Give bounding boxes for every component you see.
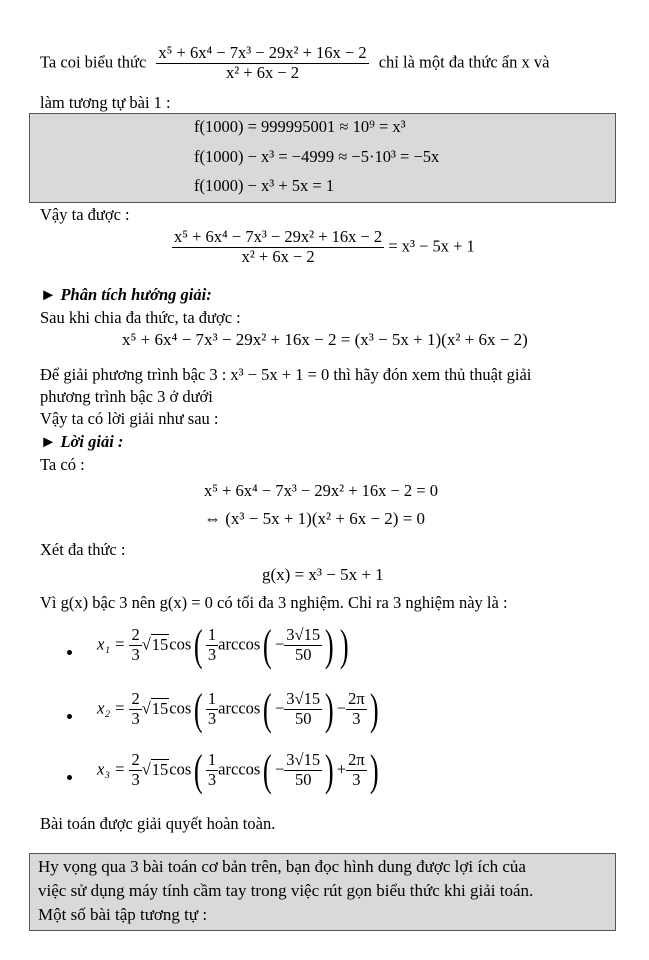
root-1-coef-num: 2 [131, 625, 140, 645]
result-rhs: = x³ − 5x + 1 [388, 236, 475, 256]
root-2-rparen2: ) [325, 685, 334, 734]
solution-eq-1: x⁵ + 6x⁴ − 7x³ − 29x² + 16x − 2 = 0 [204, 481, 438, 500]
intro-frac-den: x² + 6x − 2 [225, 62, 300, 82]
root-3-lparen2: ( [263, 746, 273, 795]
root-1-third-num: 1 [207, 625, 217, 645]
root-2-inner-num: 3√15 [286, 689, 321, 709]
root-1-arccos: arccos [218, 634, 261, 654]
root-1-inner [284, 626, 322, 665]
root-3-tail-sign: + [336, 759, 347, 779]
root-1-lparen2: ( [263, 621, 273, 670]
analysis-line2-post: thì hãy đón xem thủ thuật giải [333, 365, 532, 384]
root-3: x₃ = $\frac{2}{3}$ √15cos( $\frac{1}{3}$ arccos( − $\frac{3√15}{50}$ ) + $\frac{2\pi}{3}$ ) [97, 746, 379, 795]
footer-line-3: Một số bài tập tương tự : [38, 905, 208, 924]
result-lead: Vậy ta được : [40, 205, 130, 224]
calc-line-2: f(1000) − x³ = −4999 ≈ −5·10³ = −5x [194, 147, 440, 166]
solution-heading-text: Lời giải : [60, 432, 124, 451]
analysis-line-3: phương trình bậc 3 ở dưới [40, 387, 213, 406]
root-2-tail-num: 2π [348, 689, 365, 709]
root-1-var: x₁ = [97, 634, 126, 654]
root-2-sqrt: 15 [151, 698, 169, 718]
root-2-coef [129, 690, 141, 729]
analysis-line-4: Vậy ta có lời giải như sau : [40, 409, 219, 428]
root-2-tail [346, 690, 367, 729]
intro-frac-num: x⁵ + 6x⁴ − 7x³ − 29x² + 16x − 2 [158, 43, 367, 62]
root-2-inner [284, 690, 322, 729]
solution-line-1: Ta có : [40, 455, 85, 474]
solution-line-2: Xét đa thức : [40, 540, 126, 559]
root-1-cos: cos [169, 634, 192, 654]
intro-fraction [156, 44, 368, 83]
root-2-coef-den: 3 [131, 709, 140, 729]
root-3-rparen: ) [369, 746, 379, 795]
root-3-third-den: 3 [207, 770, 217, 790]
root-3-tail-num: 2π [348, 750, 365, 770]
root-1-rparen: ) [339, 621, 349, 670]
root-1-lparen: ( [194, 621, 203, 670]
analysis-equation: x⁵ + 6x⁴ − 7x³ − 29x² + 16x − 2 = (x³ − 5x + 1)(x² + 6x − 2) [122, 330, 528, 349]
analysis-line-1: Sau khi chia đa thức, ta được : [40, 308, 241, 327]
root-1-coef [129, 626, 141, 665]
root-3-cos: cos [169, 759, 192, 779]
analysis-heading-text: Phân tích hướng giải: [60, 285, 212, 304]
conclusion: Bài toán được giải quyết hoàn toàn. [40, 814, 276, 833]
root-3-coef-num: 2 [131, 750, 140, 770]
root-1-coef-den: 3 [131, 645, 140, 665]
solution-eq-2: ⇔ (x³ − 5x + 1)(x² + 6x − 2) = 0 [204, 509, 426, 528]
result-frac-num: x⁵ + 6x⁴ − 7x³ − 29x² + 16x − 2 [174, 227, 383, 246]
root-3-arccos: arccos [218, 759, 261, 779]
intro-line [40, 44, 549, 83]
intro-before: Ta coi biểu thức [40, 52, 147, 72]
root-3-var: x₃ = [97, 759, 126, 779]
root-2: x₂ = $\frac{2}{3}$ √15cos( $\frac{1}{3}$ arccos( − $\frac{3√15}{50}$ ) − $\frac{2\pi}{3}$ ) [97, 685, 379, 734]
root-1-bullet [67, 650, 72, 655]
result-fraction [172, 228, 384, 267]
analysis-heading [40, 286, 212, 305]
solution-marker-icon: ► [40, 432, 57, 451]
root-1-sqrt: 15 [151, 634, 169, 654]
root-2-arccos: arccos [218, 698, 261, 718]
root-1: x₁ = $\frac{2}{3}$ √15cos( $\frac{1}{3}$ arccos( − $\frac{3√15}{50}$ ) ) [97, 621, 349, 670]
root-3-rparen2: ) [325, 746, 334, 795]
root-3-lparen: ( [194, 746, 203, 795]
calc-line-1: f(1000) = 999995001 ≈ 10⁹ = x³ [194, 117, 406, 136]
root-2-lparen2: ( [263, 685, 273, 734]
root-2-cos: cos [169, 698, 192, 718]
intro-after: chỉ là một đa thức ẩn x và [378, 52, 550, 72]
root-3-third [206, 751, 218, 790]
footer-line-2: việc sử dụng máy tính cầm tay trong việc rút gọn biểu thức khi giải toán. [38, 881, 534, 900]
root-2-third [206, 690, 218, 729]
root-2-third-den: 3 [207, 709, 217, 729]
root-2-lparen: ( [194, 685, 203, 734]
root-3-tail-den: 3 [352, 770, 361, 790]
calc-line-3: f(1000) − x³ + 5x = 1 [194, 176, 335, 195]
analysis-marker-icon: ► [40, 285, 57, 304]
root-2-var: x₂ = [97, 698, 126, 718]
root-1-inner-num: 3√15 [286, 625, 321, 645]
root-2-tail-den: 3 [352, 709, 361, 729]
root-3-coef-den: 3 [131, 770, 140, 790]
footer-line-1: Hy vọng qua 3 bài toán cơ bản trên, bạn đọc hình dung được lợi ích của [38, 857, 526, 876]
root-3-sqrt: 15 [151, 759, 169, 779]
analysis-line2-pre: Để giải phương trình bậc 3 : [40, 365, 227, 384]
result-frac-den: x² + 6x − 2 [241, 246, 315, 266]
root-2-tail-sign: − [336, 698, 347, 718]
intro-line2: làm tương tự bài 1 : [40, 93, 171, 112]
analysis-line-2 [40, 366, 531, 385]
root-3-inner-den: 50 [294, 770, 312, 790]
analysis-line2-eq: x³ − 5x + 1 = 0 [230, 365, 330, 384]
root-3-third-num: 1 [207, 750, 217, 770]
root-3-tail [346, 751, 367, 790]
root-3-inner-num: 3√15 [286, 750, 321, 770]
root-1-rparen2: ) [325, 621, 334, 670]
root-1-third-den: 3 [207, 645, 217, 665]
root-3-coef [129, 751, 141, 790]
root-2-rparen: ) [369, 685, 379, 734]
root-2-bullet [67, 714, 72, 719]
solution-eq-3: g(x) = x³ − 5x + 1 [262, 565, 384, 584]
root-1-inner-den: 50 [294, 645, 312, 665]
root-1-sqrt-sign: √ [141, 634, 151, 654]
root-3-inner [284, 751, 322, 790]
solution-line-3: Vì g(x) bậc 3 nên g(x) = 0 có tối đa 3 nghiệm. Chỉ ra 3 nghiệm này là : [40, 593, 508, 612]
root-2-coef-num: 2 [131, 689, 140, 709]
root-2-sqrt-sign: √ [141, 698, 151, 718]
solution-heading [40, 433, 123, 452]
root-3-bullet [67, 775, 72, 780]
result-equation [172, 228, 475, 267]
root-2-inner-den: 50 [294, 709, 312, 729]
root-3-sqrt-sign: √ [141, 759, 151, 779]
root-2-third-num: 1 [207, 689, 217, 709]
root-1-third [206, 626, 218, 665]
